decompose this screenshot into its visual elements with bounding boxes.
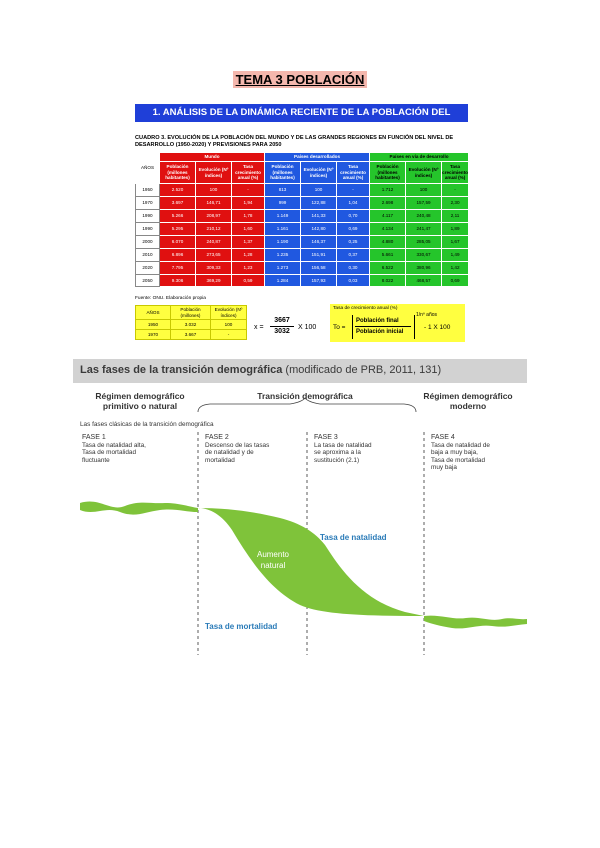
table-cell: 122,88 [301,197,337,210]
table-cell: 100 [196,184,232,197]
phase-title: FASE 3 [314,434,338,441]
phase-line: mortalidad [205,456,235,464]
table-cell: 7.795 [160,262,196,275]
subheader: Población (millones habitantes) [370,162,406,184]
table-cell: 1.284 [265,275,301,287]
formula-rhs: - 1 X 100 [424,324,451,331]
table-cell: 1,23 [232,262,265,275]
label-birth-rate: Tasa de natalidad [320,533,387,542]
subheader: Tasa crecimiento anual (%) [337,162,370,184]
table-cell: 999 [265,197,301,210]
phase-line: sustitución (2.1) [314,456,360,464]
table-cell: 0,59 [232,275,265,287]
table-cell: 1.149 [265,210,301,223]
table-cell: 151,91 [301,249,337,262]
table-cell: 240,87 [196,236,232,249]
small-header: AÑOS [136,306,171,320]
table-cell: 1.712 [370,184,406,197]
diagram-title-main: Las fases de la transición demográfica [80,364,283,376]
table-cell: 0,37 [337,249,370,262]
regime-transition: Transición demográfica [257,391,353,401]
phase-line: se aproxima a la [314,449,361,456]
table-cell: 1,94 [232,197,265,210]
year-cell: 1950 [136,184,160,197]
table-cell: 2.520 [160,184,196,197]
table-cell: 1.273 [265,262,301,275]
regime-modern-line2: moderno [449,401,487,411]
table-cell: 141,33 [301,210,337,223]
year-cell: 2020 [136,262,160,275]
natural-increase-area [198,508,424,616]
small-cell: 3.032 [171,320,211,330]
table-cell: 1,04 [337,197,370,210]
diagram-subtitle: Las fases clásicas de la transición demográfica [80,421,214,428]
table-cell: 100 [301,184,337,197]
formula-exponent: 1/nº años [416,312,438,318]
table-cell: 0,30 [337,262,370,275]
table-cell: 240,48 [406,210,442,223]
table-cell: 2.698 [370,197,406,210]
header-en-desarrollo: Países en vía de desarrollo [370,153,469,162]
table-cell: 1.190 [265,236,301,249]
regime-modern-line1: Régimen demográfico [423,391,513,401]
table-cell: 4.117 [370,210,406,223]
table-cell: 0,70 [337,210,370,223]
table-cell: 1.235 [265,249,301,262]
small-cell: 1970 [136,330,171,340]
table-cell: 142,80 [301,223,337,236]
regime-primitive-line2: primitivo o natural [102,401,178,411]
table-cell: 369,29 [196,275,232,287]
phase1-rates-band [80,502,198,515]
table-cell: 1,37 [232,236,265,249]
year-cell: 2010 [136,249,160,262]
small-cell: 100 [211,320,247,330]
table-cell: 1,89 [442,223,469,236]
phase-1 [82,434,194,464]
phase-line: Tasa de natalidad de [431,441,490,449]
table-cell: 2,30 [442,197,469,210]
table-cell: 9.306 [160,275,196,287]
year-cell: 1990 [136,210,160,223]
label-natural-increase-line1: Aumento [256,550,290,559]
subheader: Evolución (Nº índices) [406,162,442,184]
table-cell: 4.134 [370,223,406,236]
year-cell: 2050 [136,275,160,287]
table-cell: 0,69 [442,275,469,287]
table-cell: 4.880 [370,236,406,249]
small-cell: 1950 [136,320,171,330]
year-cell: 1990 [136,223,160,236]
formula-caption: Tasa de crecimiento anual (%) [333,306,398,311]
formula-numerator: 3667 [274,317,290,324]
subheader: Tasa crecimiento anual (%) [232,162,265,184]
table-cell: 157,93 [301,275,337,287]
table-cell: - [232,184,265,197]
table-cell: 2,11 [442,210,469,223]
table-cell: 1,67 [442,236,469,249]
diagram-title-source: (modificado de PRB, 2011, 131) [285,364,442,376]
small-header: Población (millones) [171,306,211,320]
formula-lhs: x = [254,324,264,331]
phase4-rates-band [424,616,527,629]
table-cell: 1.161 [265,223,301,236]
subheader: Tasa crecimiento anual (%) [442,162,469,184]
table-cell: 0,69 [337,223,370,236]
phase-title: FASE 2 [205,434,229,441]
table-cell: 157,59 [406,197,442,210]
phase-line: fluctuante [82,456,110,464]
subheader: Evolución (Nº índices) [196,162,232,184]
transition-bracket [198,398,416,412]
phase-title: FASE 1 [82,434,106,441]
phase-2 [205,434,305,464]
formula-denominator: 3032 [274,328,290,335]
table-cell: 8.022 [370,275,406,287]
table-cell: 468,57 [406,275,442,287]
subheader: Población (millones habitantes) [265,162,301,184]
table-cell: 100 [406,184,442,197]
small-cell: 3.667 [171,330,211,340]
table-cell: 1,78 [232,210,265,223]
table-cell: 0,03 [337,275,370,287]
header-desarrollados: Países desarrollados [265,153,370,162]
label-death-rate: Tasa de mortalidad [205,622,278,631]
phase-line: de natalidad y de [205,449,254,456]
title-text: TEMA 3 POBLACIÓN [233,71,368,88]
regime-primitive-line1: Régimen demográfico [95,391,185,401]
table-cell: 146,71 [196,197,232,210]
table-cell: 241,47 [406,223,442,236]
year-cell: 1970 [136,197,160,210]
phase-title: FASE 4 [431,434,455,441]
subheader: Población (millones habitantes) [160,162,196,184]
table-cell: 330,67 [406,249,442,262]
table-cell: 1,42 [442,262,469,275]
table-cell: 146,37 [301,236,337,249]
phase-4 [431,434,527,472]
small-cell: - [211,330,247,340]
table-cell: 285,05 [406,236,442,249]
table-cell: 1,60 [232,223,265,236]
subheader: Evolución (Nº índices) [301,162,337,184]
formula-lhs: To = [333,324,346,331]
table-cell: 380,96 [406,262,442,275]
formula-numerator: Población final [356,318,399,324]
label-natural-increase [248,549,298,571]
table-cell: 1,28 [232,249,265,262]
header-anos: AÑOS [136,153,160,184]
table-cell: 210,12 [196,223,232,236]
table-cell: 0,25 [337,236,370,249]
section-heading: 1. ANÁLISIS DE LA DINÁMICA RECIENTE DE LA POBLACIÓN DEL MUNDO [135,104,468,122]
phase-line: Tasa de natalidad alta, [82,441,146,449]
table-cell: 3.697 [160,197,196,210]
table-cell: 5.266 [160,210,196,223]
formula-rhs: X 100 [298,324,317,331]
table-cell: 5.661 [370,249,406,262]
phase-3 [314,434,420,464]
table-cell: 6.070 [160,236,196,249]
phase-line: muy baja [431,464,457,471]
phase-line: La tasa de natalidad [314,441,372,449]
table-cell: 6.896 [160,249,196,262]
table-source: Fuente: ONU. Elaboración propia [135,296,206,301]
formula-denominator: Población inicial [356,329,404,335]
table-cell: 273,65 [196,249,232,262]
table-cell: 6.522 [370,262,406,275]
table-cell: 309,33 [196,262,232,275]
small-header: Evolución (Nº índices) [211,306,247,320]
year-cell: 2000 [136,236,160,249]
phase-line: baja a muy baja, [431,449,478,456]
table-cell: 156,58 [301,262,337,275]
table-cell: 1,49 [442,249,469,262]
table-cell: 813 [265,184,301,197]
phase-line: Tasa de mortalidad [82,449,136,456]
header-mundo: Mundo [160,153,265,162]
label-natural-increase-line2: natural [260,561,286,570]
phase-line: Tasa de mortalidad [431,456,485,464]
phase-line: Descenso de las tasas [205,441,270,449]
table-caption: CUADRO 3. EVOLUCIÓN DE LA POBLACIÓN DEL MUNDO Y DE LAS GRANDES REGIONES EN FUNCIÓN DEL NIVEL DE DESARROLLO (1950-2020) Y PREVISIONES PARA 2050 [135,135,454,148]
table-cell: - [442,184,469,197]
table-cell: - [337,184,370,197]
table-cell: 208,97 [196,210,232,223]
table-cell: 5.295 [160,223,196,236]
